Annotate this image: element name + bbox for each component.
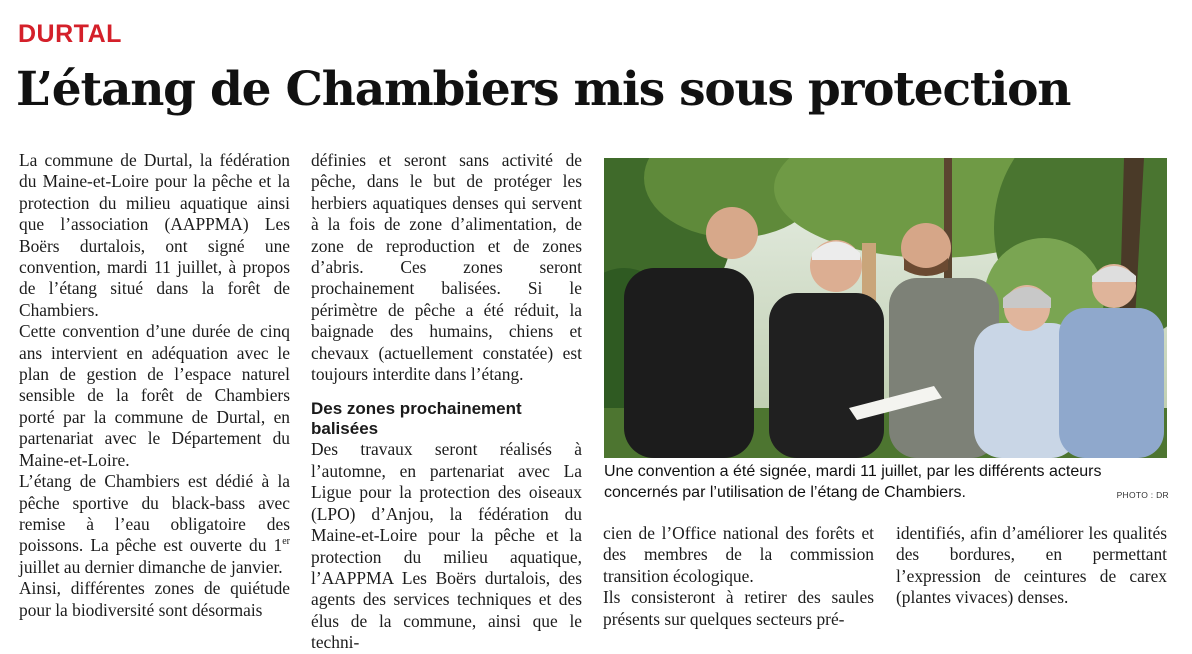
article-column-1 [19, 150, 290, 621]
paragraph-fishing-season-start: L’étang de Chambiers est dédié à la pêche sportive du black-bass avec remise à l’eau obligatoire des poissons. La pêche est ouverte du 1 [19, 471, 290, 556]
paragraph-fishing-season [19, 471, 290, 578]
photo-credit: PHOTO : DR [1116, 490, 1169, 500]
paragraph-works: Des travaux seront réalisés à l’automne, en partenariat avec La Ligue pour la protection des oiseaux (LPO) d’Anjou, la fédération du Maine-et-Loire pour la pêche et la protection du milieu aquatique, l’AAPPMA Les Boërs durtalois, des agents des services techniques et des élus de la commune, ainsi que le techni- [311, 439, 582, 653]
paragraph-willows: Ils consisteront à retirer des saules présents sur quelques secteurs pré- [603, 587, 874, 629]
article-column-2 [311, 150, 582, 654]
ordinal-superscript: er [282, 536, 290, 548]
paragraph-convention: Cette convention d’une durée de cinq ans intervient en adéquation avec le plan de gestion de l’espace naturel sensible de la forêt de Chambiers porté par la commune de Durtal, en partenariat avec le Département du Maine-et-Loire. [19, 321, 290, 470]
paragraph-intro: La commune de Durtal, la fédération du Maine-et-Loire pour la pêche et la protection du milieu aquatique ainsi que l’association (AAPPMA) Les Boërs durtalois, ont signé une convention, mardi 11 juillet, à propos de l’étang situé dans la forêt de Chambiers. [19, 150, 290, 320]
section-kicker: DURTAL [18, 20, 122, 48]
paragraph-fishing-season-end: juillet au dernier dimanche de janvier. [19, 556, 283, 577]
article-subheading: Des zones prochainement balisées [311, 399, 522, 439]
paragraph-carex: identifiés, afin d’améliorer les qualités des bordures, en permettant l’expression de ceintures de carex (plantes vivaces) denses. [896, 523, 1167, 608]
paragraph-quiet-zones: Ainsi, différentes zones de quiétude pour la biodiversité sont désormais [19, 578, 290, 620]
article-headline: L’étang de Chambiers mis sous protection [16, 62, 1071, 117]
paragraph-onf: cien de l’Office national des forêts et des membres de la commission transition écologique. [603, 523, 874, 586]
article-column-4 [896, 523, 1167, 609]
photo-caption: Une convention a été signée, mardi 11 juillet, par les différents acteurs concernés par l’utilisation de l’étang de Chambiers. [604, 463, 1102, 501]
article-column-3 [603, 523, 874, 630]
article-photo [604, 158, 1167, 458]
paragraph-zones-defined: définies et seront sans activité de pêche, dans le but de protéger les herbiers aquatiques denses qui servent à la fois de zone d’alimentation, de zone de reproduction et de zones d’abris. Ces zones seront prochainement balisées. Si le périmètre de pêche a été réduit, la baignade des humains, chiens et chevaux (actuellement constatée) est toujours interdite dans l’étang. [311, 150, 582, 385]
